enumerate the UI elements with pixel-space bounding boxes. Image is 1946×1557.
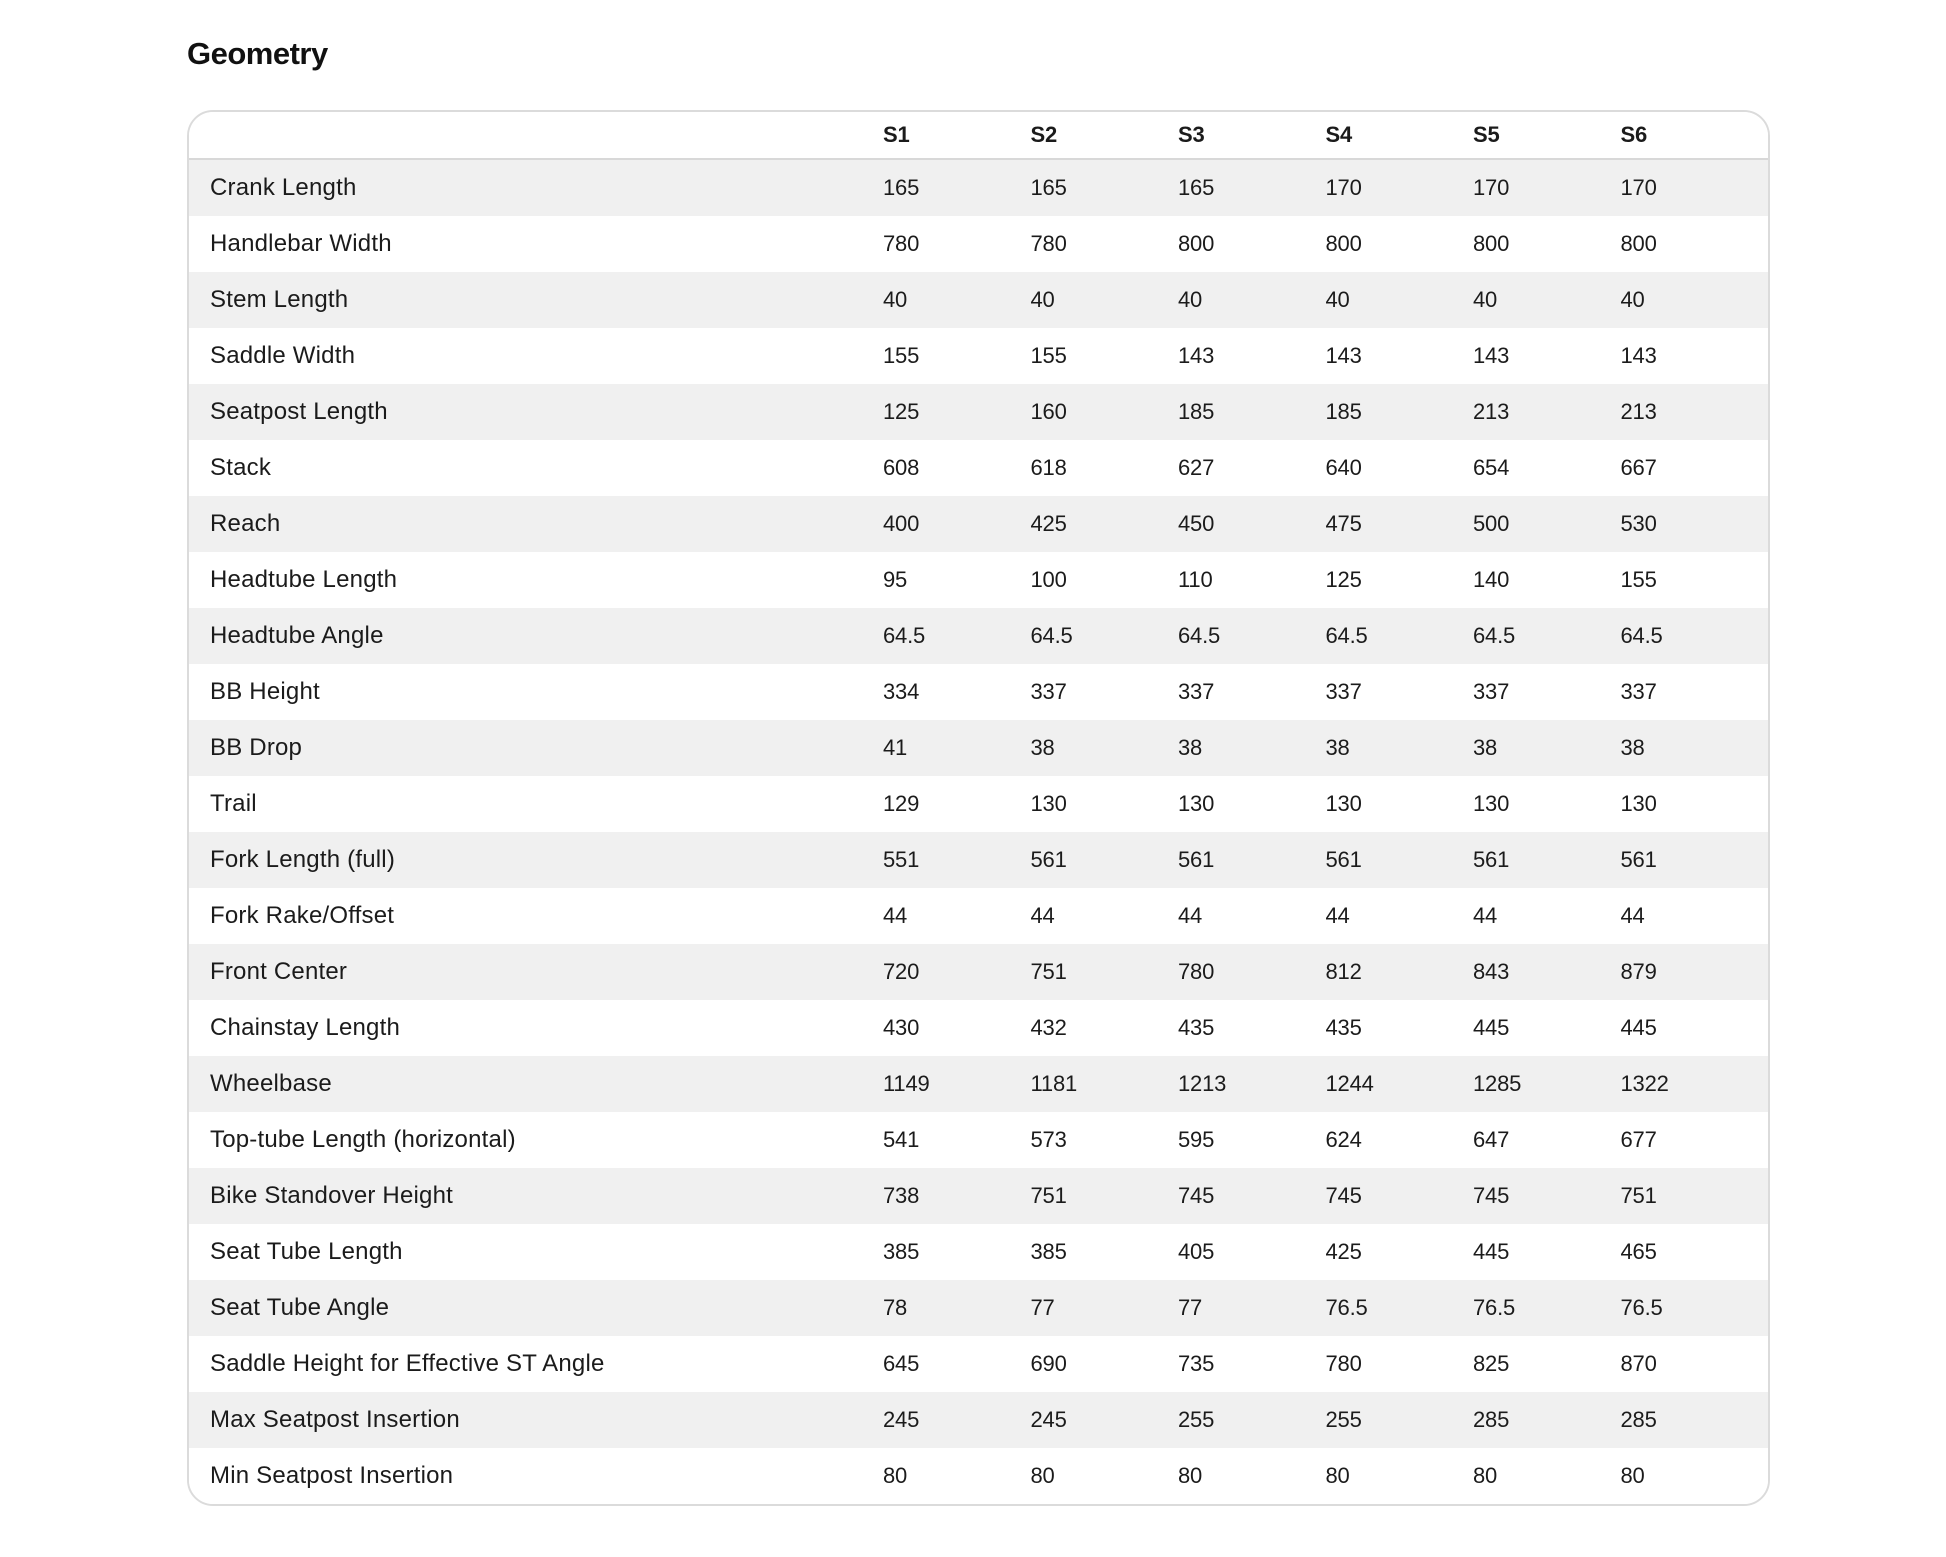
table-row [189, 776, 1768, 832]
row-value: 143 [1473, 343, 1510, 368]
row-value: 38 [1030, 735, 1055, 760]
row-label: Seat Tube Angle [210, 1294, 390, 1321]
row-value: 654 [1473, 455, 1510, 480]
table-row [189, 1000, 1768, 1056]
row-value: 337 [1178, 679, 1215, 704]
row-label: Seatpost Length [210, 398, 388, 425]
column-header-s3: S3 [1178, 122, 1205, 147]
row-value: 385 [883, 1239, 920, 1264]
row-value: 745 [1178, 1183, 1215, 1208]
row-value: 780 [883, 231, 920, 256]
row-value: 825 [1473, 1351, 1510, 1376]
row-value: 573 [1030, 1127, 1067, 1152]
table-row [189, 272, 1768, 328]
row-value: 80 [883, 1463, 908, 1488]
row-value: 38 [1325, 735, 1350, 760]
table-row [189, 944, 1768, 1000]
row-value: 245 [1030, 1407, 1067, 1432]
row-value: 255 [1178, 1407, 1215, 1432]
table-row [189, 440, 1768, 496]
row-label: Chainstay Length [210, 1014, 400, 1041]
row-label: Top-tube Length (horizontal) [210, 1126, 516, 1153]
row-value: 745 [1473, 1183, 1510, 1208]
row-value: 561 [1620, 847, 1657, 872]
row-value: 647 [1473, 1127, 1510, 1152]
row-value: 80 [1178, 1463, 1203, 1488]
row-value: 432 [1030, 1015, 1067, 1040]
row-value: 285 [1473, 1407, 1510, 1432]
row-value: 1285 [1473, 1071, 1522, 1096]
row-value: 435 [1325, 1015, 1362, 1040]
row-value: 64.5 [883, 623, 926, 648]
row-label: Fork Length (full) [210, 846, 396, 873]
row-value: 337 [1325, 679, 1362, 704]
row-label: Saddle Height for Effective ST Angle [210, 1350, 605, 1377]
row-value: 618 [1030, 455, 1067, 480]
row-value: 155 [1620, 567, 1657, 592]
row-value: 44 [1178, 903, 1203, 928]
row-value: 595 [1178, 1127, 1215, 1152]
row-value: 44 [1030, 903, 1055, 928]
table-row [189, 496, 1768, 552]
row-value: 40 [1620, 287, 1645, 312]
row-value: 541 [883, 1127, 920, 1152]
row-value: 800 [1178, 231, 1215, 256]
row-value: 627 [1178, 455, 1215, 480]
row-value: 745 [1325, 1183, 1362, 1208]
row-value: 143 [1620, 343, 1657, 368]
row-value: 255 [1325, 1407, 1362, 1432]
row-value: 38 [1473, 735, 1498, 760]
row-value: 213 [1620, 399, 1657, 424]
row-value: 1181 [1030, 1071, 1078, 1096]
row-value: 337 [1473, 679, 1510, 704]
row-value: 76.5 [1473, 1295, 1516, 1320]
table-row [189, 1168, 1768, 1224]
row-label: Seat Tube Length [210, 1238, 403, 1265]
row-value: 677 [1620, 1127, 1657, 1152]
row-value: 110 [1178, 567, 1213, 592]
row-value: 450 [1178, 511, 1215, 536]
row-value: 80 [1473, 1463, 1498, 1488]
table-row [189, 1280, 1768, 1336]
row-value: 843 [1473, 959, 1510, 984]
row-label: BB Drop [210, 734, 303, 761]
row-value: 129 [883, 791, 920, 816]
row-value: 44 [1325, 903, 1350, 928]
row-value: 879 [1620, 959, 1657, 984]
column-header-s6: S6 [1620, 122, 1648, 147]
table-row [189, 608, 1768, 664]
row-value: 44 [1620, 903, 1645, 928]
row-value: 780 [1325, 1351, 1362, 1376]
row-value: 80 [1030, 1463, 1055, 1488]
table-row [189, 216, 1768, 272]
row-value: 780 [1030, 231, 1067, 256]
row-value: 77 [1178, 1295, 1203, 1320]
row-value: 780 [1178, 959, 1215, 984]
row-label: Front Center [210, 958, 348, 985]
row-value: 80 [1620, 1463, 1645, 1488]
column-header-s1: S1 [883, 122, 910, 147]
row-value: 44 [1473, 903, 1498, 928]
row-value: 64.5 [1030, 623, 1073, 648]
row-value: 130 [1030, 791, 1067, 816]
row-value: 1322 [1620, 1071, 1669, 1096]
row-label: Stem Length [210, 286, 349, 313]
row-value: 608 [883, 455, 920, 480]
row-label: Handlebar Width [210, 230, 392, 257]
row-value: 385 [1030, 1239, 1067, 1264]
row-value: 720 [883, 959, 920, 984]
row-value: 751 [1030, 1183, 1067, 1208]
row-label: Headtube Angle [210, 622, 384, 649]
row-value: 667 [1620, 455, 1657, 480]
row-value: 165 [1178, 175, 1215, 200]
row-value: 38 [1178, 735, 1203, 760]
row-value: 690 [1030, 1351, 1067, 1376]
row-value: 1149 [883, 1071, 930, 1096]
row-value: 445 [1473, 1015, 1510, 1040]
row-value: 170 [1473, 175, 1510, 200]
table-row [189, 664, 1768, 720]
row-value: 800 [1325, 231, 1362, 256]
table-row [189, 384, 1768, 440]
table-body [189, 160, 1768, 1504]
row-value: 245 [883, 1407, 920, 1432]
row-value: 735 [1178, 1351, 1215, 1376]
row-value: 645 [883, 1351, 920, 1376]
row-value: 337 [1030, 679, 1067, 704]
row-value: 76.5 [1325, 1295, 1368, 1320]
row-label: Reach [210, 510, 281, 537]
row-value: 561 [1325, 847, 1362, 872]
row-value: 155 [1030, 343, 1067, 368]
row-value: 130 [1325, 791, 1362, 816]
row-value: 143 [1325, 343, 1362, 368]
row-value: 170 [1620, 175, 1657, 200]
row-value: 640 [1325, 455, 1362, 480]
row-label: Fork Rake/Offset [210, 902, 395, 929]
row-value: 41 [883, 735, 908, 760]
row-value: 551 [883, 847, 920, 872]
row-value: 64.5 [1620, 623, 1663, 648]
row-value: 751 [1030, 959, 1067, 984]
row-value: 40 [1473, 287, 1498, 312]
row-value: 80 [1325, 1463, 1350, 1488]
row-value: 170 [1325, 175, 1362, 200]
row-value: 561 [1030, 847, 1067, 872]
row-label: Wheelbase [210, 1070, 332, 1097]
row-value: 405 [1178, 1239, 1215, 1264]
row-value: 130 [1620, 791, 1657, 816]
table-row [189, 1336, 1768, 1392]
row-value: 530 [1620, 511, 1657, 536]
row-value: 40 [1030, 287, 1055, 312]
row-value: 64.5 [1473, 623, 1516, 648]
row-value: 40 [1325, 287, 1350, 312]
row-value: 500 [1473, 511, 1510, 536]
row-value: 40 [883, 287, 908, 312]
column-header-s5: S5 [1473, 122, 1500, 147]
row-value: 435 [1178, 1015, 1215, 1040]
row-value: 425 [1030, 511, 1067, 536]
row-value: 561 [1473, 847, 1510, 872]
row-label: Saddle Width [210, 342, 356, 369]
row-value: 77 [1030, 1295, 1055, 1320]
row-value: 125 [1325, 567, 1362, 592]
table-row [189, 720, 1768, 776]
column-header-s2: S2 [1030, 122, 1058, 147]
row-value: 160 [1030, 399, 1067, 424]
row-value: 1244 [1325, 1071, 1374, 1096]
row-value: 143 [1178, 343, 1215, 368]
row-value: 800 [1620, 231, 1657, 256]
column-header-s4: S4 [1325, 122, 1353, 147]
row-value: 337 [1620, 679, 1657, 704]
table-row [189, 888, 1768, 944]
row-value: 64.5 [1178, 623, 1221, 648]
row-value: 430 [883, 1015, 920, 1040]
row-value: 1213 [1178, 1071, 1227, 1096]
table-row [189, 1448, 1768, 1504]
row-value: 140 [1473, 567, 1510, 592]
row-value: 185 [1325, 399, 1362, 424]
table-row [189, 1224, 1768, 1280]
row-value: 624 [1325, 1127, 1362, 1152]
row-value: 165 [1030, 175, 1067, 200]
table-row [189, 160, 1768, 216]
row-value: 475 [1325, 511, 1362, 536]
table-row [189, 1392, 1768, 1448]
row-value: 100 [1030, 567, 1067, 592]
row-value: 751 [1620, 1183, 1657, 1208]
row-value: 561 [1178, 847, 1215, 872]
row-value: 465 [1620, 1239, 1657, 1264]
row-label: Bike Standover Height [210, 1182, 454, 1209]
row-value: 738 [883, 1183, 920, 1208]
row-value: 165 [883, 175, 920, 200]
row-value: 78 [883, 1295, 908, 1320]
row-value: 213 [1473, 399, 1510, 424]
row-value: 445 [1620, 1015, 1657, 1040]
row-value: 400 [883, 511, 920, 536]
row-value: 130 [1178, 791, 1215, 816]
table-row [189, 1112, 1768, 1168]
row-value: 95 [883, 567, 908, 592]
geometry-table-card [187, 110, 1770, 1506]
row-value: 130 [1473, 791, 1510, 816]
row-value: 800 [1473, 231, 1510, 256]
row-label: Min Seatpost Insertion [210, 1462, 454, 1489]
row-value: 44 [883, 903, 908, 928]
table-row [189, 832, 1768, 888]
row-value: 125 [883, 399, 920, 424]
row-value: 425 [1325, 1239, 1362, 1264]
row-value: 445 [1473, 1239, 1510, 1264]
row-value: 812 [1325, 959, 1362, 984]
row-value: 185 [1178, 399, 1215, 424]
row-value: 76.5 [1620, 1295, 1663, 1320]
row-value: 38 [1620, 735, 1645, 760]
row-value: 40 [1178, 287, 1203, 312]
row-label: Stack [210, 454, 272, 481]
row-value: 155 [883, 343, 920, 368]
row-label: Trail [210, 790, 257, 817]
table-row [189, 328, 1768, 384]
table-row [189, 552, 1768, 608]
row-label: Headtube Length [210, 566, 398, 593]
page-title: Geometry [187, 36, 328, 71]
row-value: 870 [1620, 1351, 1657, 1376]
table-header-row [189, 112, 1768, 160]
row-value: 64.5 [1325, 623, 1368, 648]
row-label: Crank Length [210, 174, 357, 201]
row-label: Max Seatpost Insertion [210, 1406, 460, 1433]
row-value: 285 [1620, 1407, 1657, 1432]
row-label: BB Height [210, 678, 320, 705]
row-value: 334 [883, 679, 920, 704]
table-row [189, 1056, 1768, 1112]
